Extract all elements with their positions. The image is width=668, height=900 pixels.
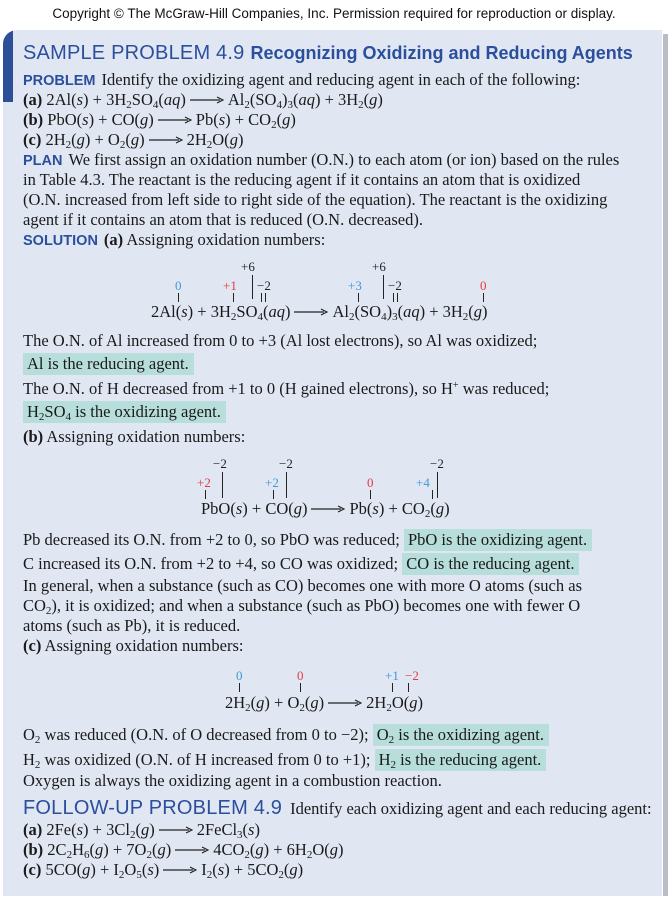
sample-problem-title: Recognizing Oxidizing and Reducing Agents — [250, 43, 633, 63]
answer-highlight-h2so4: $H_2SO_4$ is the oxidizing agent. — [23, 401, 226, 423]
on-b-pb: +2 — [197, 475, 211, 490]
on-c-h: 0 — [236, 668, 243, 683]
tick — [300, 683, 301, 692]
solution-b-line-1 — [23, 530, 592, 550]
solution-b-assign — [23, 427, 245, 447]
problem-c-label: (c) — [23, 130, 42, 149]
followup-text: Identify each oxidizing agent and each reducing agent: — [290, 799, 652, 818]
solution-a-text-2 — [23, 379, 549, 399]
tick — [370, 490, 371, 499]
solution-a-text-2-post: was reduced; — [462, 379, 550, 398]
reaction-arrow-icon — [149, 136, 183, 144]
on-a-s: +6 — [241, 259, 255, 274]
solution-c-assign — [23, 636, 243, 656]
solution-a-highlight-2 — [23, 402, 226, 422]
problem-c-equation: (c) $2H_2(g) + O_2(g)$ $2H_2O(g)$ — [23, 130, 244, 151]
on-a-al3: +3 — [348, 278, 362, 293]
solution-b-text-2: C increased its O.N. from +2 to +4, so CO was oxidized; — [23, 554, 399, 573]
sample-problem-number: SAMPLE PROBLEM 4.9 — [23, 42, 245, 64]
on-a-h2: 0 — [480, 278, 487, 293]
problem-a-label: (a) — [23, 90, 43, 109]
on-b-pb0: 0 — [367, 475, 374, 490]
plan-text-1: We first assign an oxidation number (O.N.) to each atom (or ion) based on the rules — [68, 150, 620, 169]
panel-shadow — [663, 34, 668, 896]
followup-a-label: (a) — [23, 820, 43, 839]
on-a-o2: −2 — [388, 278, 402, 293]
plan-line-4: agent if it contains an atom that is reduced (O.N. decreased). — [23, 210, 423, 229]
reaction-arrow-icon — [163, 866, 197, 874]
plan-line-3: (O.N. increased from left side to right side of the equation). The reactant is the oxidizing — [23, 190, 608, 209]
on-a-o: −2 — [257, 278, 271, 293]
answer-highlight-h2: $H_2$ is the reducing agent. — [375, 749, 547, 771]
on-a-h: +1 — [223, 278, 237, 293]
solution-b-line-2 — [23, 554, 579, 574]
followup-c-equation: (c) $5CO(g) + I_2O_5(s) I_2(s) + 5CO_2(g)$ — [23, 860, 304, 881]
solution-b-text-1: Pb decreased its O.N. from +2 to 0, so PbO was reduced; — [23, 530, 400, 549]
followup-header — [23, 797, 652, 820]
problem-text: Identify the oxidizing agent and reducing agent in each of the following: — [101, 70, 581, 89]
answer-highlight-co: CO is the reducing agent. — [402, 553, 579, 575]
on-c-o: 0 — [297, 668, 304, 683]
problem-keyword: PROBLEM — [23, 73, 96, 89]
equation-b: PbO(s) + CO(g) $Pb(s) + CO_2(g)$ — [201, 499, 450, 520]
tick — [408, 683, 409, 692]
equation-c: $2H_2(g) + O_2(g)$ $2H_2O(g)$ — [225, 693, 423, 714]
answer-highlight-pbo: PbO is the oxidizing agent. — [404, 529, 592, 551]
solution-c-assign-text: Assigning oxidation numbers: — [44, 636, 244, 655]
solution-keyword: SOLUTION — [23, 233, 98, 249]
h-plus-superscript: + — [452, 380, 459, 391]
followup-b-equation: (b) $2C_2H_6(g) + 7O_2(g) 4CO_2(g) + 6H_2O(g)$ — [23, 840, 344, 861]
general-text-2: ), it is oxidized; and when a substance (such as PbO) becomes one with fewer O — [51, 596, 581, 615]
tick — [392, 683, 393, 692]
on-b-c: +2 — [265, 475, 279, 490]
general-line-3: atoms (such as Pb), it is reduced. — [23, 616, 241, 635]
solution-c-label: (c) — [23, 636, 42, 655]
tick — [178, 293, 179, 302]
solution-b-assign-text: Assigning oxidation numbers: — [46, 427, 246, 446]
tick — [205, 490, 206, 499]
panel-accent-strip — [3, 30, 13, 102]
tick — [483, 293, 484, 302]
tick — [383, 275, 384, 299]
tick — [432, 490, 433, 499]
solution-a-assign-text: Assigning oxidation numbers: — [126, 230, 326, 249]
on-c-h1: +1 — [385, 668, 399, 683]
on-b-c4: +4 — [416, 475, 430, 490]
on-c-o2: −2 — [405, 668, 419, 683]
solution-line — [23, 230, 325, 251]
problem-line — [23, 70, 580, 91]
plan-keyword: PLAN — [23, 153, 63, 169]
on-b-o: −2 — [213, 456, 227, 471]
answer-highlight-al: Al is the reducing agent. — [23, 353, 194, 375]
sample-problem-panel — [3, 30, 662, 896]
reaction-arrow-icon — [190, 96, 224, 104]
tick — [239, 683, 240, 692]
solution-c-text-1: was reduced (O.N. of O decreased from 0 to −2); — [44, 725, 369, 744]
solution-c-line-2: $H_2$ was oxidized (O.N. of H increased from 0 to +1); $H_2$ is the reducing agent. — [23, 750, 546, 770]
tick — [437, 472, 438, 498]
solution-c-line-1: $O_2$ was reduced (O.N. of O decreased from 0 to −2); $O_2$ is the oxidizing agent. — [23, 725, 549, 745]
tick — [397, 293, 398, 302]
reaction-arrow-icon — [159, 826, 193, 834]
sample-problem-header — [23, 42, 633, 65]
answer-highlight-o2-text: is the oxidizing agent. — [398, 725, 545, 744]
tick — [222, 472, 223, 498]
reaction-arrow-icon — [294, 308, 328, 316]
reaction-arrow-icon — [311, 505, 345, 513]
equation-a: $2Al(s) + 3H_2SO_4(aq) Al_2(SO_4)_3(aq) + 3H_2(g)$ — [151, 302, 488, 323]
tick — [286, 472, 287, 498]
tick — [358, 293, 359, 302]
tick — [233, 293, 234, 302]
reaction-arrow-icon — [328, 699, 362, 707]
on-a-al: 0 — [175, 278, 182, 293]
general-line-2: $CO_2$), it is oxidized; and when a substance (such as PbO) becomes one with fewer O — [23, 596, 581, 617]
tick — [393, 293, 394, 302]
answer-highlight-o2: $O_2$ is the oxidizing agent. — [373, 724, 549, 746]
solution-a-text-1: The O.N. of Al increased from 0 to +3 (Al lost electrons), so Al was oxidized; — [23, 331, 538, 350]
followup-number: FOLLOW-UP PROBLEM 4.9 — [23, 797, 283, 819]
solution-a-text-2-pre: The O.N. of H decreased from +1 to 0 (H gained electrons), so H — [23, 379, 453, 398]
solution-c-text-2: was oxidized (O.N. of H increased from 0 to +1); — [44, 750, 371, 769]
on-b-o2: −2 — [279, 456, 293, 471]
tick — [261, 293, 262, 302]
solution-c-line-3: Oxygen is always the oxidizing agent in a combustion reaction. — [23, 771, 442, 790]
problem-b-equation: (b) PbO(s) + CO(g) $Pb(s) + CO_2(g)$ — [23, 110, 296, 131]
followup-a-equation: (a) $2Fe(s) + 3Cl_2(g)$ 2FeCl$_3$(s) — [23, 820, 260, 841]
followup-c-label: (c) — [23, 860, 42, 879]
answer-highlight-h2-text: is the reducing agent. — [400, 750, 542, 769]
reaction-arrow-icon — [158, 116, 192, 124]
answer-highlight-h2so4-text: is the oxidizing agent. — [75, 402, 221, 421]
tick — [252, 275, 253, 299]
solution-a-label: (a) — [103, 230, 124, 249]
reaction-arrow-icon — [175, 846, 209, 854]
plan-line-1 — [23, 150, 619, 171]
solution-a-highlight-1 — [23, 354, 194, 374]
plan-line-2: in Table 4.3. The reactant is the reducing agent if it contains an atom that is oxidized — [23, 170, 581, 189]
problem-a-equation: (a) $2Al(s) + 3H_2SO_4(aq) Al_2(SO_4)_3(aq) + 3H_2(g)$ — [23, 90, 383, 111]
tick — [265, 293, 266, 302]
copyright-notice: Copyright © The McGraw-Hill Companies, Inc. Permission required for reproduction or display. — [52, 6, 616, 21]
on-b-o3: −2 — [430, 456, 444, 471]
on-a-s2: +6 — [372, 259, 386, 274]
solution-b-label: (b) — [23, 427, 44, 446]
tick — [273, 490, 274, 499]
general-line-1: In general, when a substance (such as CO) becomes one with more O atoms (such as — [23, 576, 583, 595]
problem-b-label: (b) — [23, 110, 44, 129]
followup-b-label: (b) — [23, 840, 44, 859]
